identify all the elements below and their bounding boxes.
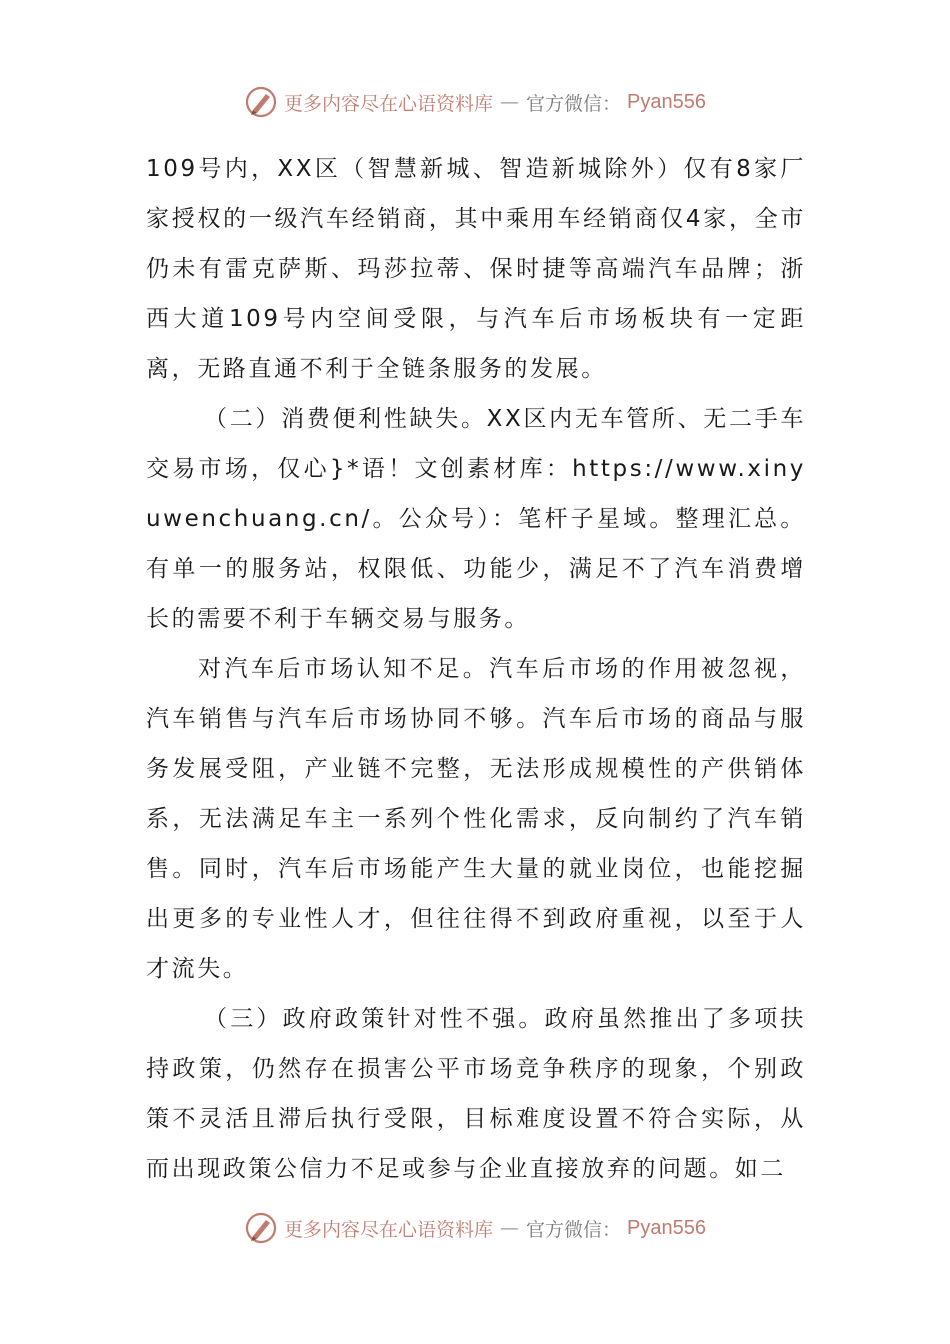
pen-logo-icon: [244, 85, 278, 119]
paragraph-section-three: （三）政府政策针对性不强。政府虽然推出了多项扶持政策，仍然存在损害公平市场竞争秩序的现象，个别政策不灵活且滞后执行受限，目标难度设置不符合实际，从而出现政策公信力不足或参与企业直接放弃的问题。如二: [146, 1006, 806, 1182]
footer-wechat-label: 官方微信：: [526, 1218, 622, 1241]
footer-dash: —: [500, 1217, 520, 1239]
paragraph-section-two: （二）消费便利性缺失。XX区内无车管所、无二手车交易市场，仅心}*语！文创素材库：https://www.xinyuwenchuang.cn/。公众号）：笔杆子星域。整理汇总。有单一的服务站，权限低、功能少，满足不了汽车消费增长的需要不利于车辆交易与服务。: [146, 406, 806, 632]
header-dash: —: [500, 91, 520, 113]
header-banner: [0, 82, 950, 122]
footer-wechat-id: Pyan556: [627, 1216, 706, 1239]
header-wechat-label: 官方微信：: [526, 92, 622, 115]
footer-brand-text: 更多内容尽在心语资料库: [284, 1218, 494, 1241]
paragraph-aftermarket-awareness: 对汽车后市场认知不足。汽车后市场的作用被忽视，汽车销售与汽车后市场协同不够。汽车后市场的商品与服务发展受阻，产业链不完整，无法形成规模性的产供销体系，无法满足车主一系列个性化需求，反向制约了汽车销售。同时，汽车后市场能产生大量的就业岗位，也能挖掘出更多的专业性人才，但往往得不到政府重视，以至于人才流失。: [146, 656, 806, 982]
pen-logo-icon: [244, 1211, 278, 1245]
footer-banner: [0, 1208, 950, 1248]
header-brand-text: 更多内容尽在心语资料库: [284, 92, 494, 115]
header-wechat-id: Pyan556: [627, 90, 706, 113]
paragraph-continuation: 109号内，XX区（智慧新城、智造新城除外）仅有8家厂家授权的一级汽车经销商，其中乘用车经销商仅4家，全市仍未有雷克萨斯、玛莎拉蒂、保时捷等高端汽车品牌；浙西大道109号内空间受限，与汽车后市场板块有一定距离，无路直通不利于全链条服务的发展。: [146, 156, 806, 382]
document-body: [146, 144, 806, 1194]
